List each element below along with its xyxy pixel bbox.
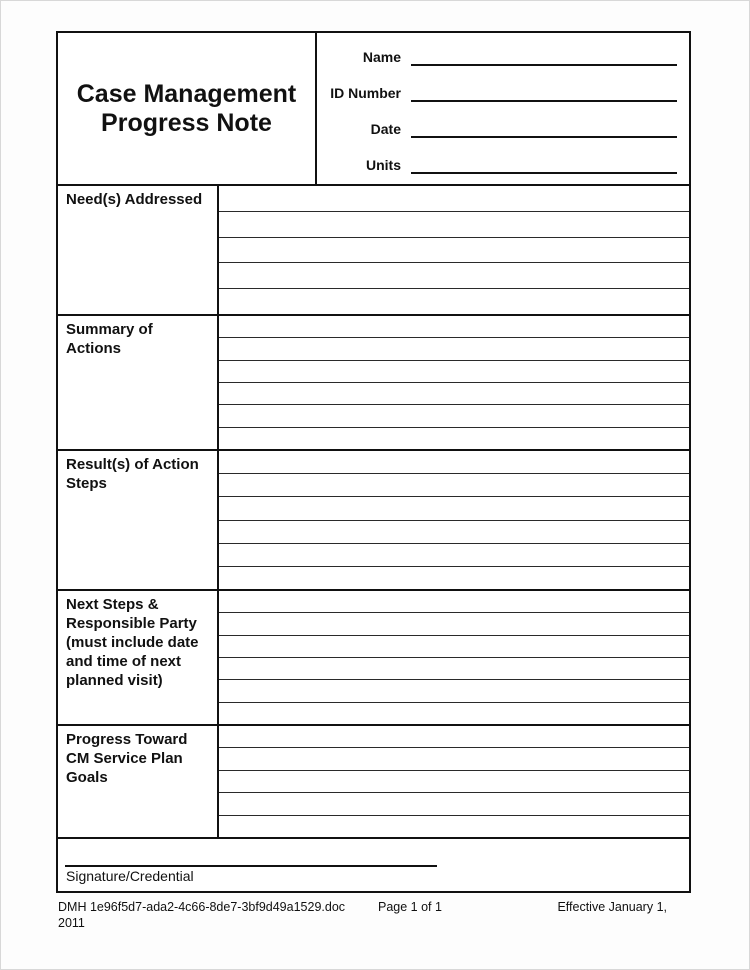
footer-doc-id — [58, 900, 378, 931]
footer-doc-id-line1: DMH 1e96f5d7-ada2-4c66-8de7-3bf9d49a1529.doc — [58, 900, 346, 914]
name-field-label: Name — [362, 49, 401, 65]
section-label: Result(s) of Action Steps — [58, 451, 219, 589]
section-next-steps — [58, 591, 689, 726]
ruled-line — [219, 703, 689, 724]
name-field-line — [411, 50, 677, 66]
ruled-line — [219, 361, 689, 383]
ruled-line — [219, 521, 689, 544]
ruled-line — [219, 263, 689, 289]
ruled-line — [219, 544, 689, 567]
ruled-line — [219, 289, 689, 314]
ruled-line — [219, 316, 689, 338]
signature-label: Signature/Credential — [66, 868, 194, 884]
date-field-row — [323, 121, 677, 138]
id-number-field-label: ID Number — [330, 85, 401, 101]
progress-note-form — [56, 31, 691, 893]
signature-area — [58, 839, 689, 891]
footer-doc-id-line2: 2011 — [58, 915, 85, 930]
units-field-row — [323, 157, 677, 174]
ruled-line — [219, 567, 689, 589]
ruled-line — [219, 771, 689, 793]
section-label: Need(s) Addressed — [58, 186, 219, 314]
id-number-field-line — [411, 86, 677, 102]
ruled-line — [219, 428, 689, 449]
date-field-line — [411, 122, 677, 138]
section-writing-lines — [219, 591, 689, 724]
units-field-line — [411, 158, 677, 174]
section-label: Progress Toward CM Service Plan Goals — [58, 726, 219, 837]
section-results-of-action-steps — [58, 451, 689, 591]
form-title-line2: Progress Note — [101, 108, 272, 137]
ruled-line — [219, 338, 689, 360]
ruled-line — [219, 658, 689, 680]
section-needs-addressed — [58, 186, 689, 316]
form-title — [58, 33, 317, 184]
ruled-line — [219, 497, 689, 520]
page-footer — [58, 900, 691, 931]
ruled-line — [219, 748, 689, 770]
section-summary-of-actions — [58, 316, 689, 451]
ruled-line — [219, 726, 689, 748]
ruled-line — [219, 591, 689, 613]
signature-line — [65, 865, 437, 867]
section-writing-lines — [219, 186, 689, 314]
ruled-line — [219, 474, 689, 497]
ruled-line — [219, 383, 689, 405]
section-label: Summary of Actions — [58, 316, 219, 449]
ruled-line — [219, 451, 689, 474]
ruled-line — [219, 405, 689, 427]
section-label: Next Steps & Responsible Party (must include date and time of next planned visit) — [58, 591, 219, 724]
section-writing-lines — [219, 726, 689, 837]
ruled-line — [219, 186, 689, 212]
section-progress-toward-goals — [58, 726, 689, 839]
section-writing-lines — [219, 316, 689, 449]
form-title-line1: Case Management — [76, 79, 297, 108]
id-number-field-row — [323, 85, 677, 102]
header-fields — [317, 33, 689, 184]
ruled-line — [219, 212, 689, 238]
section-writing-lines — [219, 451, 689, 589]
footer-effective-date: Effective January 1, — [557, 900, 667, 914]
ruled-line — [219, 238, 689, 264]
ruled-line — [219, 636, 689, 658]
units-field-label: Units — [366, 157, 401, 173]
name-field-row — [323, 49, 677, 66]
ruled-line — [219, 613, 689, 635]
ruled-line — [219, 816, 689, 837]
footer-page-number: Page 1 of 1 — [378, 900, 442, 914]
date-field-label: Date — [370, 121, 401, 137]
ruled-line — [219, 793, 689, 815]
form-header — [58, 33, 689, 186]
ruled-line — [219, 680, 689, 702]
